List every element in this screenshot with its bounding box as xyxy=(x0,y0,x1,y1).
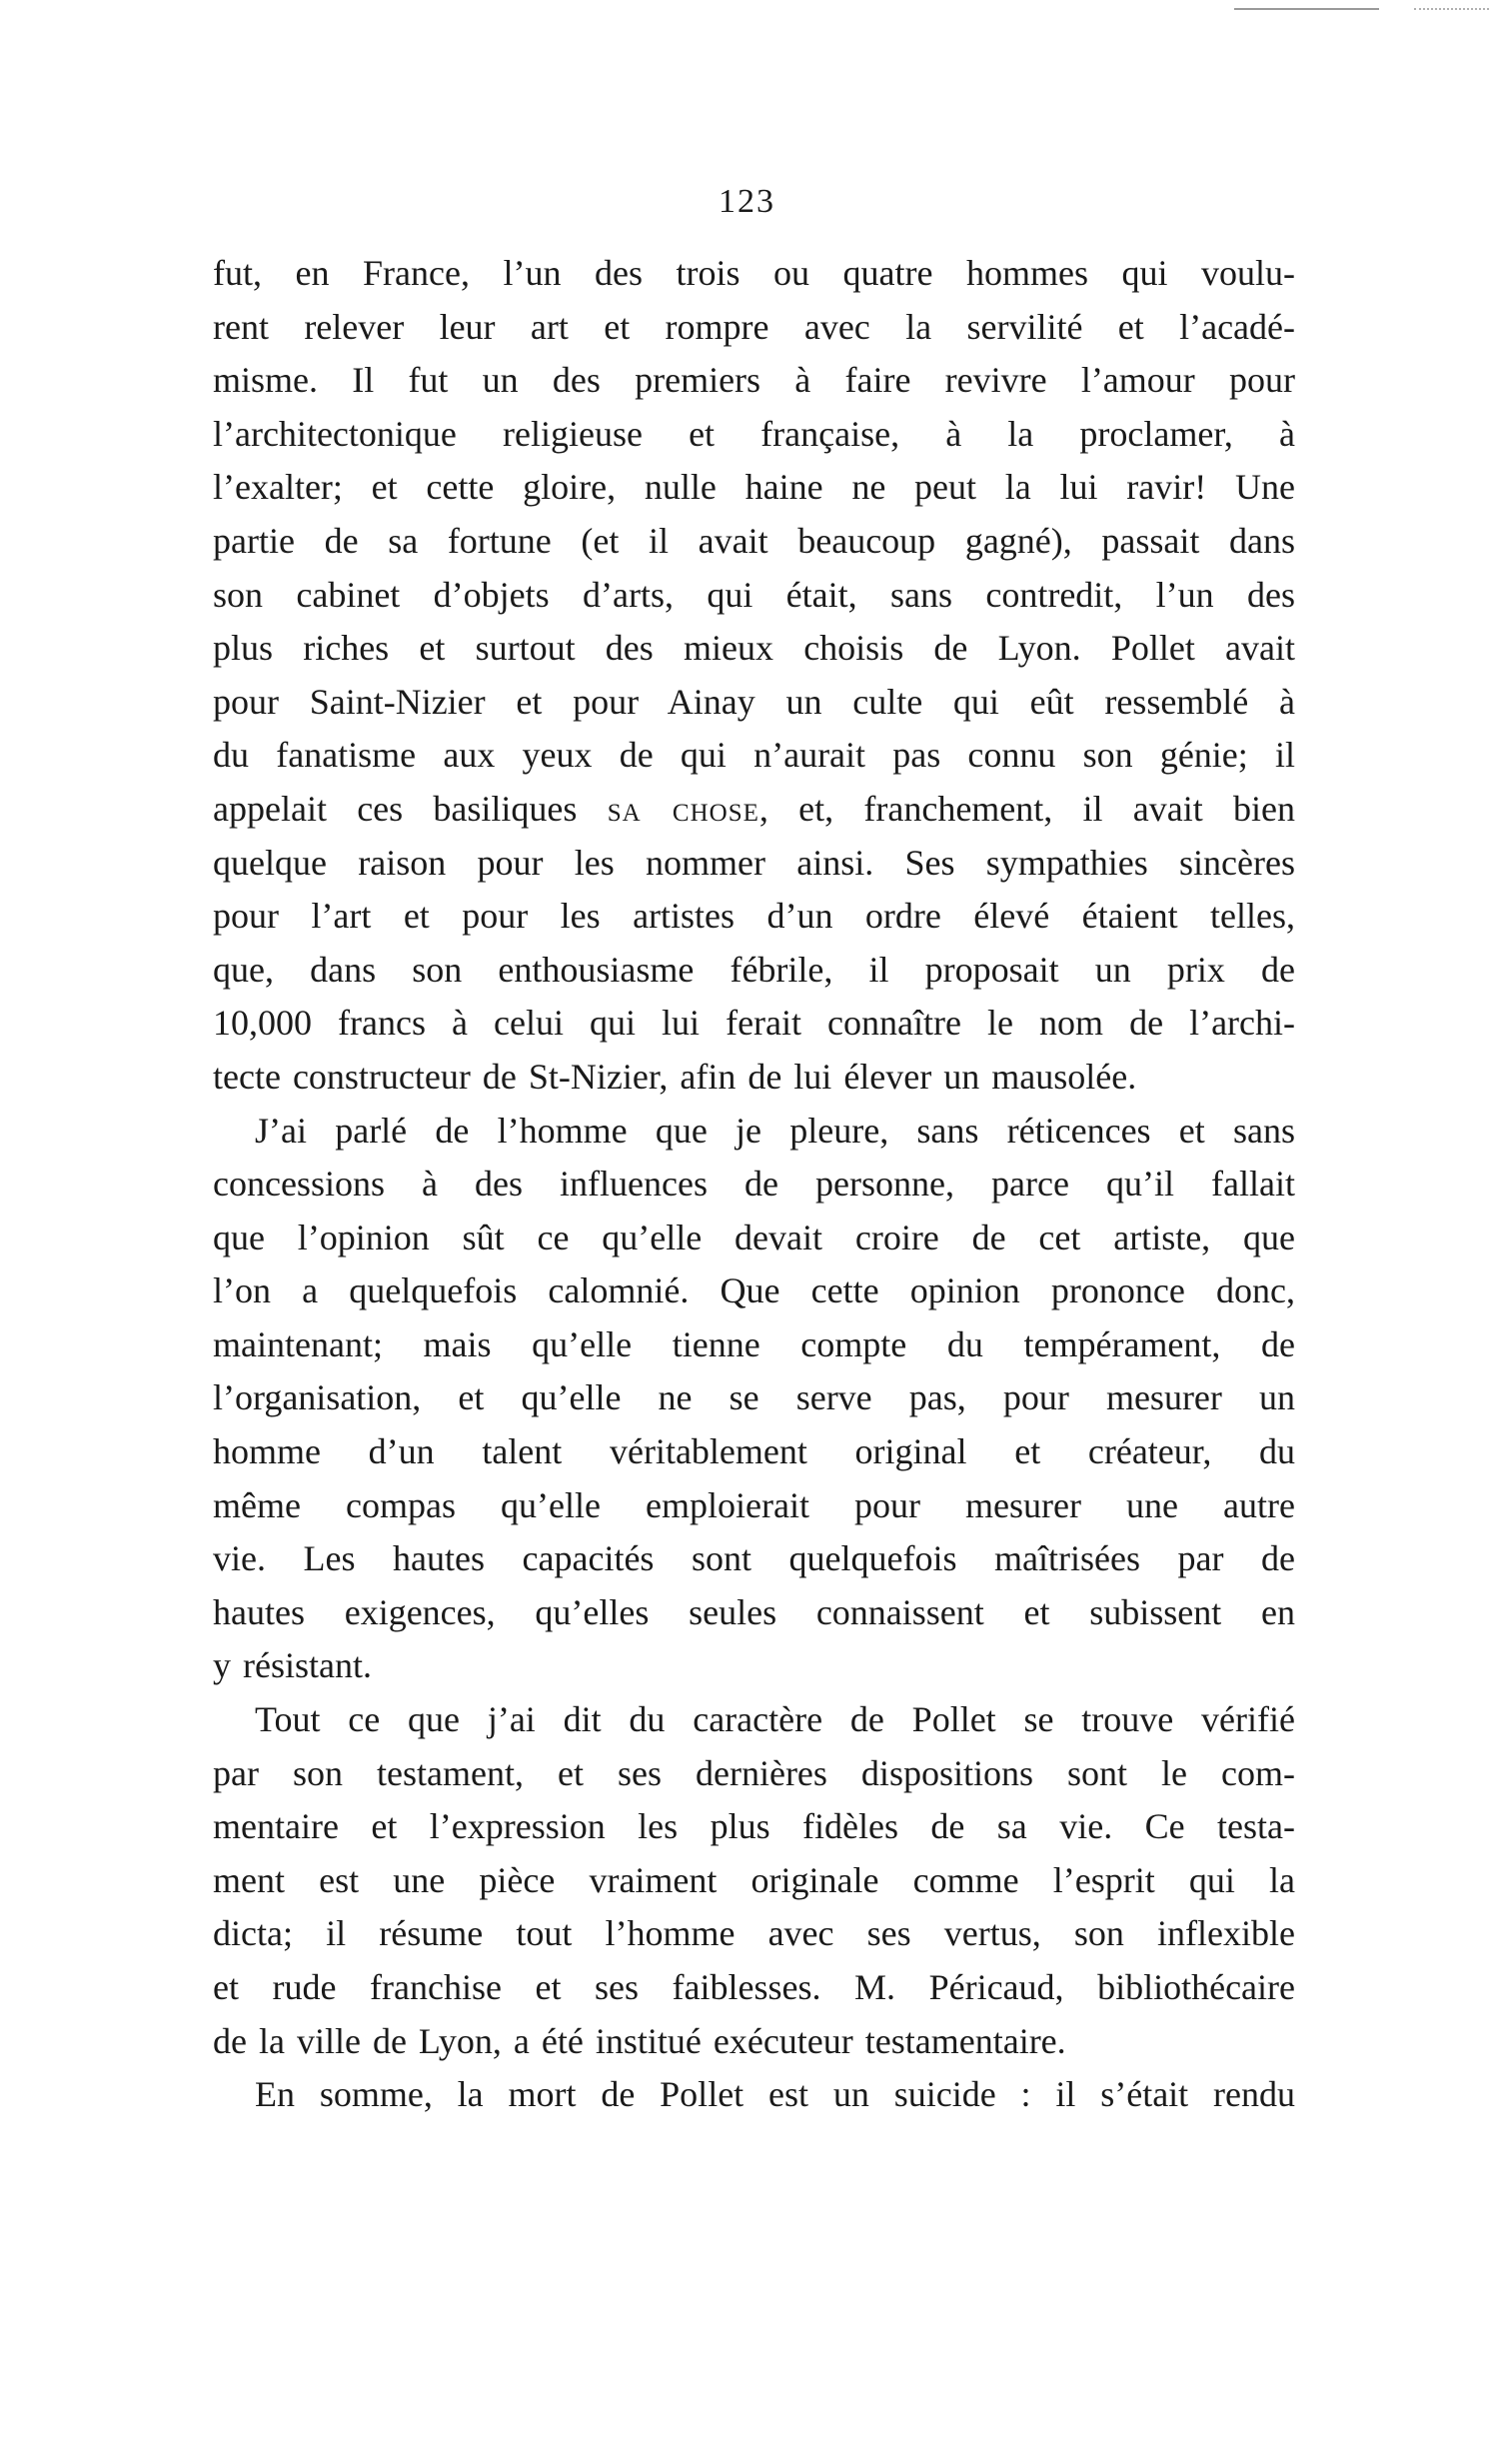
top-edge-rule xyxy=(1234,8,1379,10)
text-fragment: , et, franchement, il avait bien xyxy=(758,788,1296,829)
text-line: y résistant. xyxy=(213,1645,372,1686)
text-line: partie de sa fortune (et il avait beaucoup gagné), passait dans xyxy=(213,520,1295,561)
text-line: plus riches et surtout des mieux choisis de Lyon. Pollet avait xyxy=(213,628,1295,669)
text-line: quelque raison pour les nommer ainsi. Ses sympathies sincères xyxy=(213,842,1295,883)
text-line: dicta; il résume tout l’homme avec ses vertus, son inflexible xyxy=(213,1913,1295,1954)
text-line: l’organisation, et qu’elle ne se serve pas, pour mesurer un xyxy=(213,1377,1295,1418)
text-line: même compas qu’elle emploierait pour mesurer une autre xyxy=(213,1484,1295,1525)
text-line: hautes exigences, qu’elles seules connaissent et subissent en xyxy=(213,1591,1295,1632)
text-line: du fanatisme aux yeux de qui n’aurait pas connu son génie; il xyxy=(213,735,1295,776)
text-line: que, dans son enthousiasme fébrile, il proposait un prix de xyxy=(213,949,1295,990)
text-line: tecte constructeur de St-Nizier, afin de lui élever un mausolée. xyxy=(213,1056,1137,1097)
text-line: pour Saint-Nizier et pour Ainay un culte qui eût ressemblé à xyxy=(213,681,1295,722)
paragraph-first-line: Tout ce que j’ai dit du caractère de Pollet se trouve vérifié xyxy=(255,1699,1295,1740)
text-line: ment est une pièce vraiment originale comme l’esprit qui la xyxy=(213,1859,1295,1900)
text-line: que l’opinion sût ce qu’elle devait croire de cet artiste, que xyxy=(213,1217,1295,1257)
text-line: rent relever leur art et rompre avec la servilité et l’acadé- xyxy=(213,306,1295,347)
text-line: l’exalter; et cette gloire, nulle haine ne peut la lui ravir! Une xyxy=(213,467,1295,508)
text-line: vie. Les hautes capacités sont quelquefois maîtrisées par de xyxy=(213,1538,1295,1579)
text-line: maintenant; mais qu’elle tienne compte du tempérament, de xyxy=(213,1323,1295,1364)
top-edge-dotted-rule xyxy=(1414,8,1489,10)
text-line: l’on a quelquefois calomnié. Que cette opinion prononce donc, xyxy=(213,1270,1295,1311)
text-line: 10,000 francs à celui qui lui ferait connaître le nom de l’archi- xyxy=(213,1003,1295,1044)
page-number: 123 xyxy=(719,183,775,220)
smallcaps-phrase: sa chose xyxy=(607,788,759,829)
text-line: son cabinet d’objets d’arts, qui était, sans contredit, l’un des xyxy=(213,574,1295,615)
text-line: concessions à des influences de personne, parce qu’il fallait xyxy=(213,1164,1295,1205)
text-line: par son testament, et ses dernières dispositions sont le com- xyxy=(213,1752,1295,1793)
text-line: fut, en France, l’un des trois ou quatre hommes qui voulu- xyxy=(213,253,1295,293)
paragraph-first-line: J’ai parlé de l’homme que je pleure, sans réticences et sans xyxy=(255,1110,1295,1151)
text-line: de la ville de Lyon, a été institué exécuteur testamentaire. xyxy=(213,2020,1066,2061)
text-line: et rude franchise et ses faiblesses. M. Péricaud, bibliothécaire xyxy=(213,1967,1295,2007)
text-fragment: appelait ces basiliques xyxy=(213,788,608,829)
text-line: pour l’art et pour les artistes d’un ordre élevé étaient telles, xyxy=(213,896,1295,937)
text-line: mentaire et l’expression les plus fidèles de sa vie. Ce testa- xyxy=(213,1806,1295,1847)
text-line: homme d’un talent véritablement original et créateur, du xyxy=(213,1431,1295,1472)
body-text xyxy=(213,247,1295,2122)
text-line: misme. Il fut un des premiers à faire revivre l’amour pour xyxy=(213,360,1295,401)
text-line: l’architectonique religieuse et française, à la proclamer, à xyxy=(213,413,1295,454)
paragraph-first-line: En somme, la mort de Pollet est un suicide : il s’était rendu xyxy=(255,2074,1295,2115)
text-line-with-smallcaps xyxy=(213,783,1295,837)
